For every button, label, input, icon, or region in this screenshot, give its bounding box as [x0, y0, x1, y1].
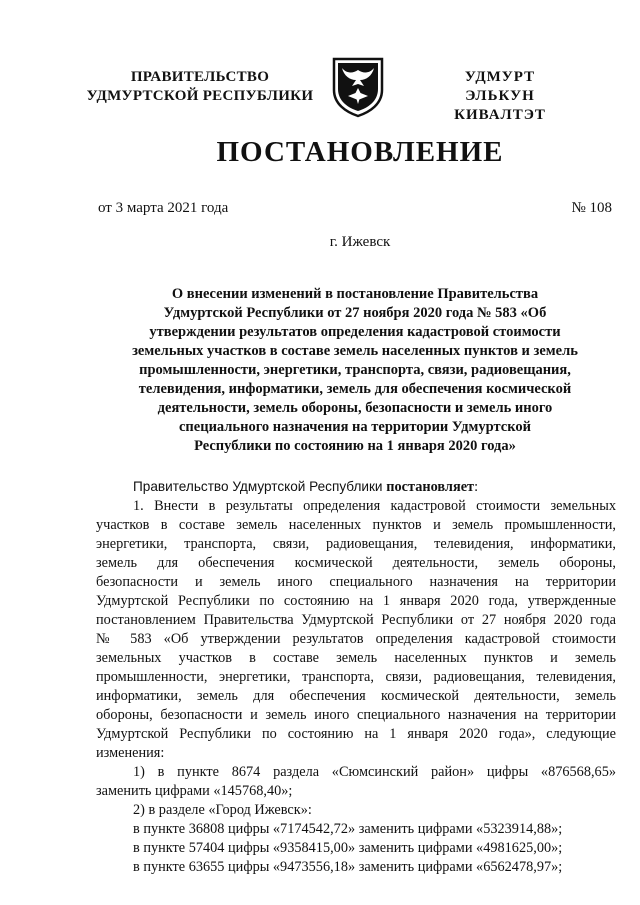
body-line: постановлением Правительства Удмуртской Республики от 27 ноября 2020 года [96, 612, 616, 628]
intro-prefix: Правительство Удмуртской Республики [133, 479, 387, 494]
amendment-line: в пункте 36808 цифры «7174542,72» заменить цифрами «5323914,88»; [133, 821, 563, 837]
body-line: информатики, земель для обеспечения космической деятельности, земель [96, 688, 616, 704]
body-line: земель для обеспечения космической деятельности, земель обороны, [96, 555, 616, 571]
header-government-name [86, 68, 314, 106]
subject-line: Республики по состоянию на 1 января 2020 года» [194, 438, 516, 454]
intro-suffix: : [474, 479, 479, 495]
header-left-line-1: ПРАВИТЕЛЬСТВО [130, 69, 270, 85]
document-date: от 3 марта 2021 года [98, 200, 229, 216]
body-line: промышленности, энергетики, транспорта, связи, радиовещания, телевидения, [96, 669, 616, 685]
header-left-line-2: УДМУРТСКОЙ РЕСПУБЛИКИ [86, 88, 314, 104]
body-line: обороны, безопасности и земель иного специального назначения на территории [96, 707, 616, 723]
subject-line: промышленности, энергетики, транспорта, связи, радиовещания, [139, 362, 571, 378]
body-line: 1. Внести в результаты определения кадастровой стоимости земельных [133, 498, 616, 514]
body-line: земельных участков в составе земель населенных пунктов и земель [96, 650, 616, 666]
amendment-line: в пункте 57404 цифры «9358415,00» заменить цифрами «4981625,00»; [133, 840, 563, 856]
body-line: Удмуртской Республики по состоянию на 1 января 2020 года, утвержденные [96, 593, 616, 609]
subject-line: земельных участков в составе земель населенных пунктов и земель [132, 343, 578, 359]
body-line: участков в составе земель населенных пунктов и земель промышленности, [96, 517, 616, 533]
amendment-line: в пункте 63655 цифры «9473556,18» заменить цифрами «6562478,97»; [133, 859, 563, 875]
intro-paragraph [96, 477, 616, 497]
body-line: заменить цифрами «145768,40»; [96, 783, 293, 799]
header-right-line-1: УДМУРТ ЭЛЬКУН [464, 69, 536, 104]
body-line: Удмуртской Республики по состоянию на 1 января 2020 года», следующие [96, 726, 616, 742]
body-line: изменения: [96, 745, 165, 761]
document-number: № 108 [571, 200, 612, 216]
amendment-item-1: 1) в пункте 8674 раздела «Сюмсинский район» цифры «876568,65» [133, 764, 616, 780]
subject-line: утверждении результатов определения кадастровой стоимости [149, 324, 561, 340]
body-line: энергетики, транспорта, связи, радиовещания, телевидения, информатики, [96, 536, 616, 552]
document-body [96, 477, 616, 877]
header-government-name-udmurt [430, 68, 570, 125]
body-line: № 583 «Об утверждении результатов определения кадастровой стоимости [96, 631, 616, 647]
intro-verb: постановляет [386, 479, 475, 495]
subject-line: О внесении изменений в постановление Правительства [171, 286, 539, 302]
body-line: безопасности и земель иного специального назначения на территории [96, 574, 616, 590]
coat-of-arms-icon [330, 56, 386, 118]
subject-line: телевидения, информатики, земель для обеспечения космической [138, 381, 572, 397]
document-title: ПОСТАНОВЛЕНИЕ [216, 136, 504, 168]
subject-line: Удмуртской Республики от 27 ноября 2020 года № 583 «Об [163, 305, 547, 321]
document-subject [110, 285, 600, 456]
subject-line: деятельности, земель обороны, безопасности и земель иного [157, 400, 553, 416]
header-right-line-2: КИВАЛТЭТ [454, 107, 546, 123]
subject-line: специального назначения на территории Удмуртской [178, 419, 531, 435]
document-city: г. Ижевск [329, 234, 391, 250]
amendment-item-2: 2) в разделе «Город Ижевск»: [133, 802, 312, 818]
